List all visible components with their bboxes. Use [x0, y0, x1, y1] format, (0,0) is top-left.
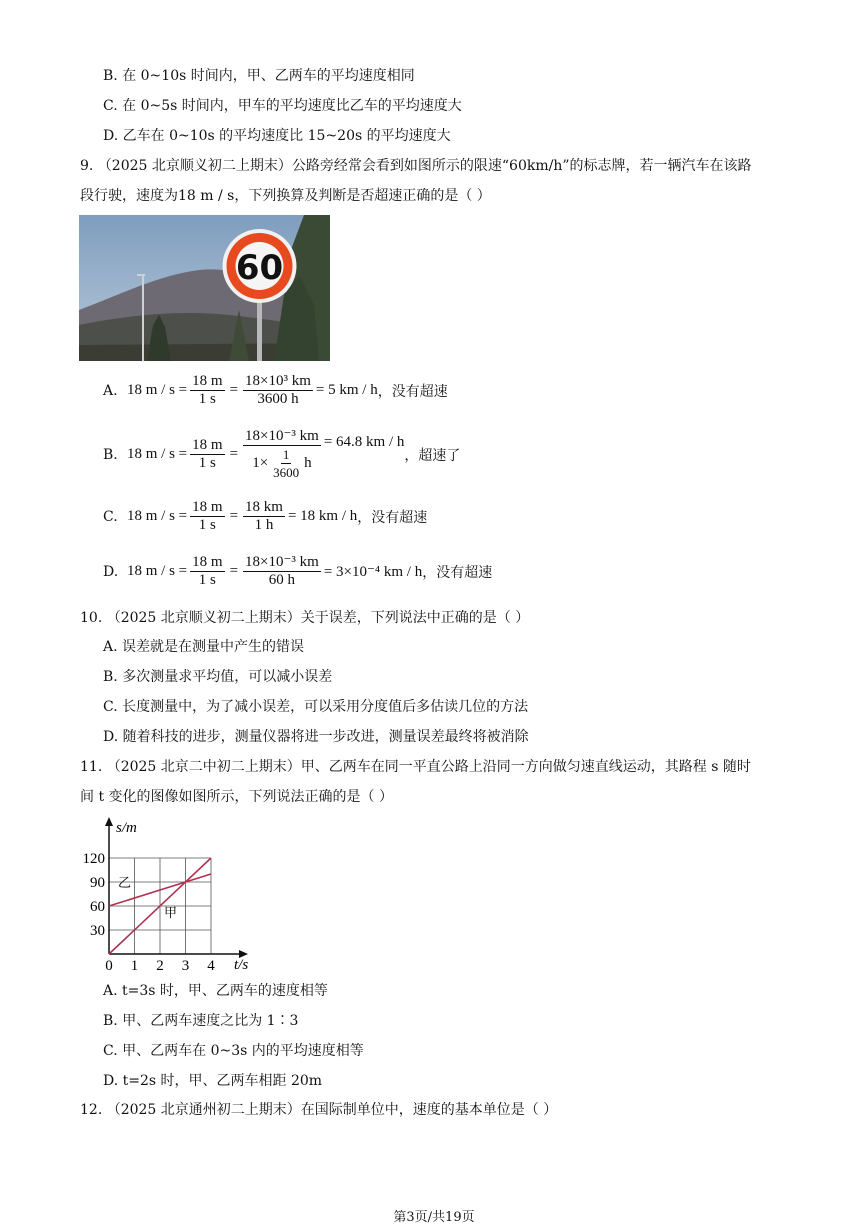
q11-option-c: C. 甲、乙两车在 0~3s 内的平均速度相等	[103, 1043, 364, 1059]
q8-option-c: C. 在 0~5s 时间内，甲车的平均速度比乙车的平均速度大	[103, 98, 462, 114]
y-tick-label: 60	[90, 899, 105, 915]
series-label-jia: 甲	[164, 906, 178, 921]
q8-option-b: B. 在 0~10s 时间内，甲、乙两车的平均速度相同	[103, 68, 415, 84]
q10-option-b: B. 多次测量求平均值，可以减小误差	[103, 669, 333, 685]
q12-stem: 12. （2025 北京通州初二上期末）在国际制单位中，速度的基本单位是（ ）	[80, 1102, 558, 1118]
q9-option-c: C. 18 m / s = $\frac{18 m}{1 s}$ = $\frac{18 km}{1 h}$ = 18 km / h ，没有超速	[103, 499, 428, 533]
q11-option-d: D. t=2s 时，甲、乙两车相距 20m	[103, 1073, 323, 1089]
q11-stem-line2: 间 t 变化的图像如图所示，下列说法正确的是（ ）	[80, 789, 393, 805]
y-axis-arrow	[105, 817, 113, 826]
speed-limit-value: 60	[235, 248, 284, 288]
q10-option-c: C. 长度测量中，为了减小误差，可以采用分度值后多估读几位的方法	[103, 699, 529, 715]
x-tick-label: 1	[130, 958, 139, 974]
q9-stem-line2: 段行驶，速度为18 m / s，下列换算及判断是否超速正确的是（ ）	[80, 188, 491, 204]
y-tick-label: 90	[90, 875, 105, 891]
x-tick-label: 3	[181, 958, 190, 974]
q9-option-b: B. 18 m / s = $\frac{18 m}{1 s}$ = 18×10⁻³ km 1× $\frac{1}{3600}$ h = 64.8 km / h ，超速了	[103, 428, 461, 480]
q9-stem-line1: 9. （2025 北京顺义初二上期末）公路旁经常会看到如图所示的限速“60km/h”的标志牌，若一辆汽车在该路	[80, 158, 752, 174]
distance-time-graph	[76, 812, 266, 977]
x-tick-label: 2	[156, 958, 164, 974]
q9-option-d: D. 18 m / s = $\frac{18 m}{1 s}$ = $\frac{\text{18×10⁻³ km}}{60 h}$ = 3×10⁻⁴ km / h ，没有超速	[103, 554, 493, 588]
x-axis-label: t/s	[234, 957, 249, 973]
q10-stem: 10. （2025 北京顺义初二上期末）关于误差，下列说法中正确的是（ ）	[80, 610, 530, 626]
y-tick-label: 120	[82, 851, 105, 867]
y-tick-label: 30	[90, 923, 105, 939]
q10-option-a: A. 误差就是在测量中产生的错误	[103, 639, 305, 655]
q9-option-a: A. 18 m / s = $\frac{18 m}{1 s}$ = $\frac{\text{18×10³ km}}{3600 h}$ = 5 km / h ，没有超速	[103, 373, 448, 407]
q11-option-b: B. 甲、乙两车速度之比为 1∶3	[103, 1013, 299, 1029]
x-tick-label: 4	[207, 958, 215, 974]
x-tick-label: 0	[105, 958, 113, 974]
q11-option-a: A. t=3s 时，甲、乙两车的速度相等	[103, 983, 328, 999]
series-label-yi: 乙	[118, 876, 132, 891]
q10-option-d: D. 随着科技的进步，测量仪器将进一步改进，测量误差最终将被消除	[103, 729, 529, 745]
q11-stem-line1: 11. （2025 北京二中初二上期末）甲、乙两车在同一平直公路上沿同一方向做匀速直线运动，其路程 s 随时	[80, 759, 751, 775]
page-footer: 第3页/共19页	[393, 1210, 475, 1225]
speed-limit-sign-photo	[79, 215, 330, 361]
q8-option-d: D. 乙车在 0~10s 的平均速度比 15~20s 的平均速度大	[103, 128, 451, 144]
y-axis-label: s/m	[116, 820, 137, 836]
